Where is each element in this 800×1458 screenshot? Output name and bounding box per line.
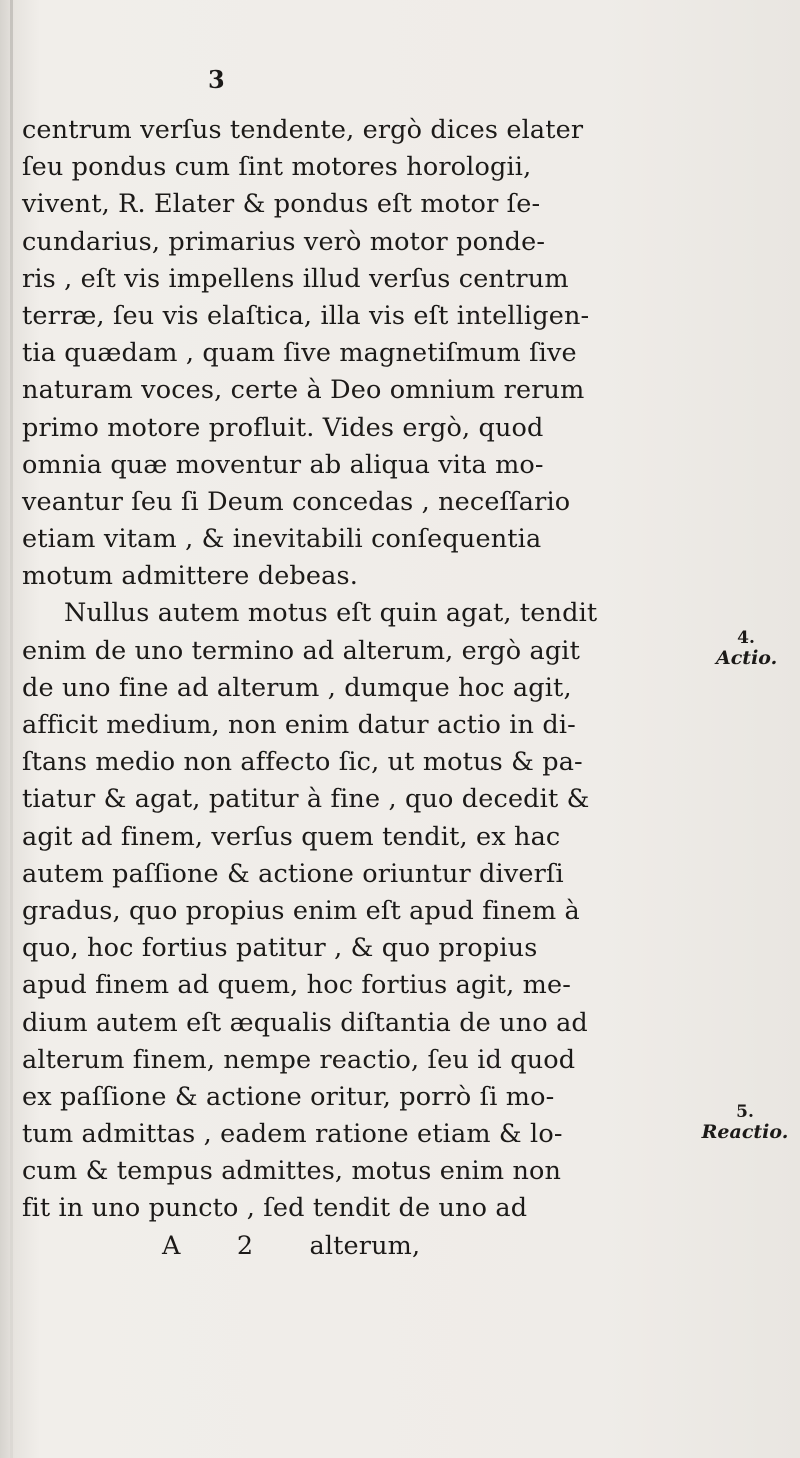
text-line: cundarius, primarius verò motor ponde- — [22, 226, 546, 257]
signature-mark: A 2 — [162, 1230, 254, 1261]
text-line: tum admittas , eadem ratione etiam & lo- — [22, 1119, 563, 1150]
text-line: ſtans medio non affecto ſic, ut motus & pa- — [22, 747, 583, 778]
text-line: enim de uno termino ad alterum, ergò agit — [22, 635, 580, 666]
text-line: apud finem ad quem, hoc fortius agit, me- — [22, 970, 571, 1001]
paragraph-start-line: Nullus autem motus eſt quin agat, tendit — [64, 598, 598, 629]
text-line: ris , eſt vis impellens illud verſus centrum — [22, 263, 569, 294]
body-text — [22, 112, 662, 1265]
margin-note-actio — [716, 628, 776, 668]
binding-gutter — [10, 0, 13, 1458]
text-line: autem paſſione & actione oriuntur diverſi — [22, 858, 564, 889]
catchword: alterum, — [309, 1230, 421, 1261]
text-line: cum & tempus admittes, motus enim non — [22, 1156, 562, 1187]
text-line: afficit medium, non enim datur actio in di- — [22, 710, 576, 740]
text-line: vivent, R. Elater & pondus eſt motor ſe- — [22, 189, 541, 220]
text-line: naturam voces, certe à Deo omnium rerum — [22, 375, 585, 406]
page-footer — [22, 1228, 662, 1265]
text-line: ſeu pondus cum ſint motores horologii, — [22, 152, 532, 183]
text-line: primo motore profluit. Vides ergò, quod — [22, 412, 544, 443]
text-line: motum admittere debeas. — [22, 561, 358, 592]
text-line: quo, hoc fortius patitur , & quo propius — [22, 933, 538, 964]
text-line: tia quædam , quam ſive magnetiſmum ſive — [22, 338, 577, 369]
margin-note-number: 5. — [736, 1102, 754, 1122]
page-mark: 3 — [208, 65, 225, 94]
text-line: dium autem eſt æqualis diſtantia de uno ad — [22, 1007, 588, 1038]
text-line: centrum verſus tendente, ergò dices elater — [22, 115, 584, 145]
text-line: omnia quæ moventur ab aliqua vita mo- — [22, 449, 544, 480]
margin-note-label: Reactio. — [701, 1121, 789, 1143]
text-line: fit in uno puncto , ſed tendit de uno ad — [22, 1193, 528, 1224]
text-line: alterum finem, nempe reactio, ſeu id quod — [22, 1044, 576, 1075]
text-line: agit ad finem, verſus quem tendit, ex hac — [22, 821, 561, 852]
text-line: veantur ſeu ſi Deum concedas , neceſſario — [22, 486, 571, 517]
margin-note-label: Actio. — [716, 647, 778, 669]
text-line: ex paſſione & actione oritur, porrò ſi mo- — [22, 1081, 555, 1112]
text-line: etiam vitam , & inevitabili conſequentia — [22, 524, 542, 555]
text-line: gradus, quo propius enim eſt apud finem à — [22, 895, 580, 926]
text-line: tiatur & agat, patitur à fine , quo decedit & — [22, 784, 590, 815]
margin-note-number: 4. — [737, 628, 755, 648]
text-line: de uno fine ad alterum , dumque hoc agit, — [22, 672, 572, 703]
margin-note-reactio — [700, 1102, 790, 1142]
text-line: terræ, ſeu vis elaſtica, illa vis eſt intelligen- — [22, 300, 590, 331]
